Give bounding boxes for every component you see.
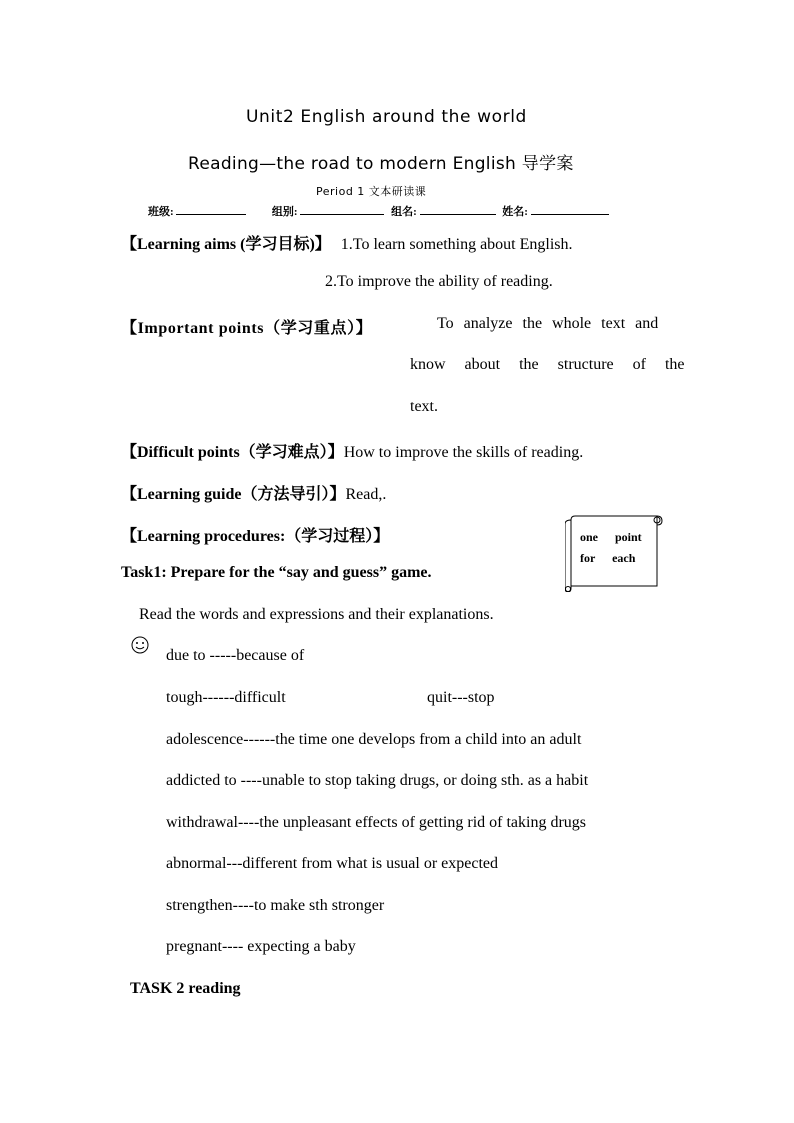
- vocab-item-pregnant: pregnant---- expecting a baby: [166, 938, 356, 955]
- vocab-item-quit: quit---stop: [427, 689, 495, 706]
- important-points-label: 【Important points（学习重点）】: [121, 320, 373, 337]
- student-info-fields: [148, 203, 613, 219]
- name-field-label: 姓名:: [502, 206, 528, 218]
- vocab-item-adolescence: adolescence------the time one develops from a child into an adult: [166, 731, 582, 748]
- page-subtitle: Reading—the road to modern English 导学案: [188, 154, 574, 174]
- difficult-points: [121, 439, 583, 462]
- period-label: Period 1 文本研读课: [316, 185, 427, 198]
- vocab-item-due-to: due to -----because of: [166, 647, 305, 664]
- important-points-line-2: know about the structure of the: [410, 356, 685, 373]
- group-field-label: 组别:: [271, 206, 298, 218]
- page-title: Unit2 English around the world: [246, 107, 527, 127]
- scroll-note-text: one point for each: [580, 530, 642, 565]
- difficult-points-label: 【Difficult points（学习难点）】: [121, 444, 344, 461]
- group-field-line[interactable]: [300, 204, 384, 215]
- vocab-item-withdrawal: withdrawal----the unpleasant effects of getting rid of taking drugs: [166, 814, 587, 831]
- vocab-item-abnormal: abnormal---different from what is usual or expected: [166, 855, 499, 872]
- group-name-field-label: 组名:: [391, 206, 417, 218]
- name-field-line[interactable]: [531, 204, 609, 215]
- vocab-item-strengthen: strengthen----to make sth stronger: [166, 897, 385, 914]
- class-field-line[interactable]: [176, 204, 246, 215]
- important-points-line-3: text.: [410, 398, 438, 415]
- learning-guide: [121, 481, 386, 504]
- group-name-field-line[interactable]: [420, 204, 496, 215]
- learning-procedures-label: 【Learning procedures:（学习过程）】: [121, 528, 390, 545]
- learning-aims: [121, 231, 573, 254]
- learning-guide-label: 【Learning guide（方法导引）】: [121, 486, 346, 503]
- task2-title: TASK 2 reading: [130, 980, 241, 997]
- smiley-face-icon: [131, 636, 149, 654]
- vocab-item-addicted-to: addicted to ----unable to stop taking drugs, or doing sth. as a habit: [166, 772, 589, 789]
- vocab-item-tough: tough------difficult: [166, 689, 286, 706]
- difficult-points-text: How to improve the skills of reading.: [343, 444, 584, 461]
- task1-title: Task1: Prepare for the “say and guess” game.: [121, 564, 432, 581]
- learning-aims-label: 【Learning aims (学习目标)】: [121, 236, 331, 253]
- class-field-label: 班级:: [148, 206, 174, 218]
- learning-aims-item-1: 1.To learn something about English.: [340, 236, 573, 253]
- learning-aims-item-2: 2.To improve the ability of reading.: [325, 273, 553, 290]
- important-points-line-1: To analyze the whole text and: [437, 315, 659, 332]
- learning-guide-text: Read,.: [345, 486, 387, 503]
- task1-instruction: Read the words and expressions and their explanations.: [139, 606, 494, 623]
